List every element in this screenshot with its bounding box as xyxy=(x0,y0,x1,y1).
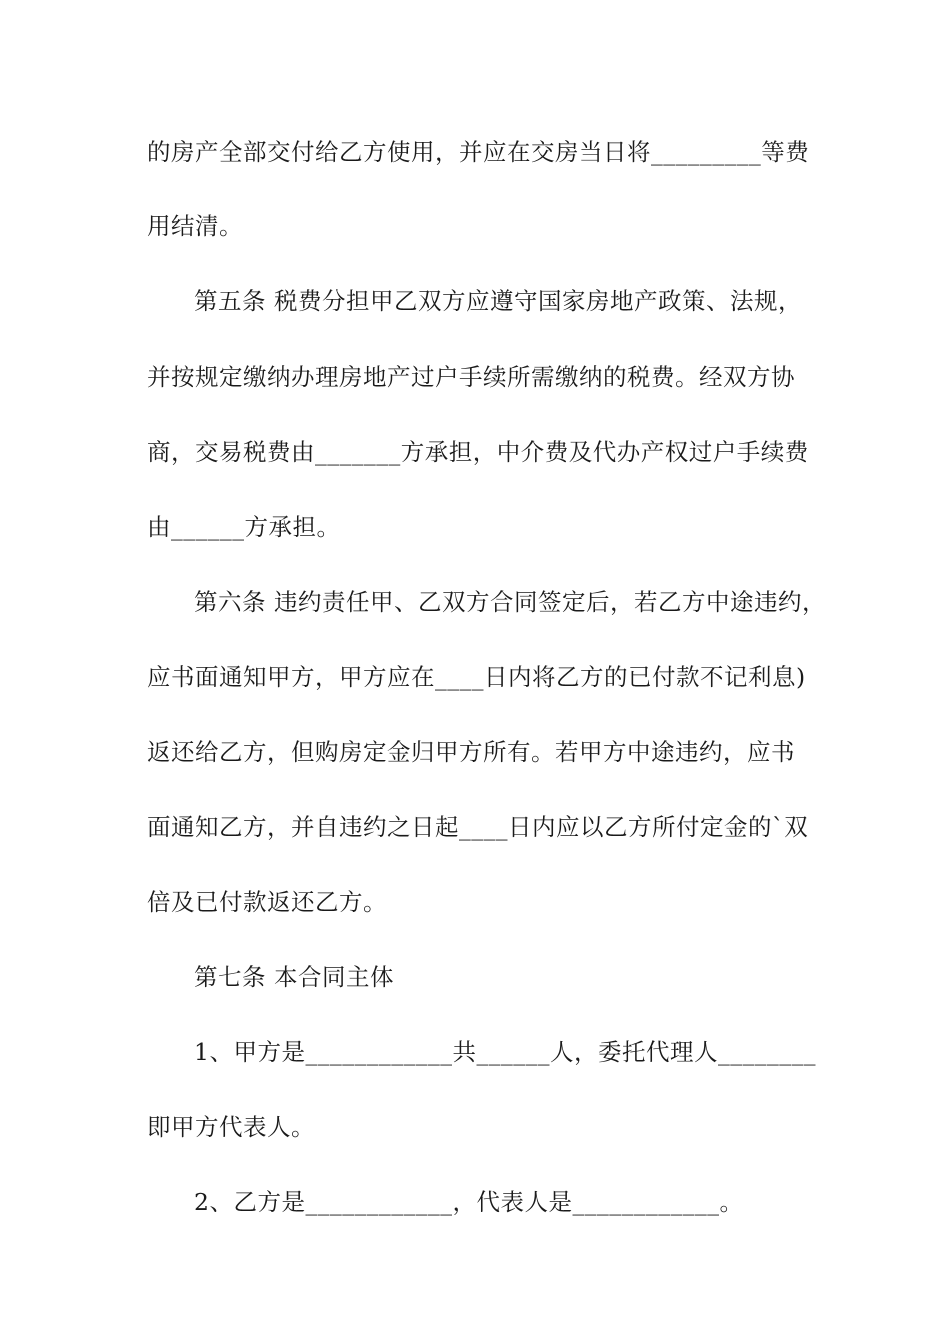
body-text-line: 由______方承担。 xyxy=(147,513,341,541)
body-text-line: 即甲方代表人。 xyxy=(147,1113,315,1141)
body-text-line: 倍及已付款返还乙方。 xyxy=(147,888,387,916)
article-6-heading-line: 第六条 违约责任甲、乙双方合同签定后，若乙方中途违约， xyxy=(194,588,826,616)
body-text-line: 并按规定缴纳办理房地产过户手续所需缴纳的税费。经双方协 xyxy=(147,363,795,391)
body-text-line: 返还给乙方，但购房定金归甲方所有。若甲方中途违约，应书 xyxy=(147,738,795,766)
article-5-heading-line: 第五条 税费分担甲乙双方应遵守国家房地产政策、法规， xyxy=(194,287,802,315)
body-text-line: 商，交易税费由_______方承担，中介费及代办产权过户手续费 xyxy=(147,438,809,466)
article-7-heading-line: 第七条 本合同主体 xyxy=(194,963,394,991)
clause-2-line: 2、乙方是____________，代表人是____________。 xyxy=(194,1188,744,1216)
clause-1-line: 1、甲方是____________共______人，委托代理人________ xyxy=(194,1038,816,1066)
body-text-line: 用结清。 xyxy=(147,212,243,240)
body-text-line: 的房产全部交付给乙方使用，并应在交房当日将_________等费 xyxy=(147,138,810,166)
body-text-line: 应书面通知甲方，甲方应在____日内将乙方的已付款不记利息) xyxy=(147,663,806,691)
body-text-line: 面通知乙方，并自违约之日起____日内应以乙方所付定金的`双 xyxy=(147,813,809,841)
